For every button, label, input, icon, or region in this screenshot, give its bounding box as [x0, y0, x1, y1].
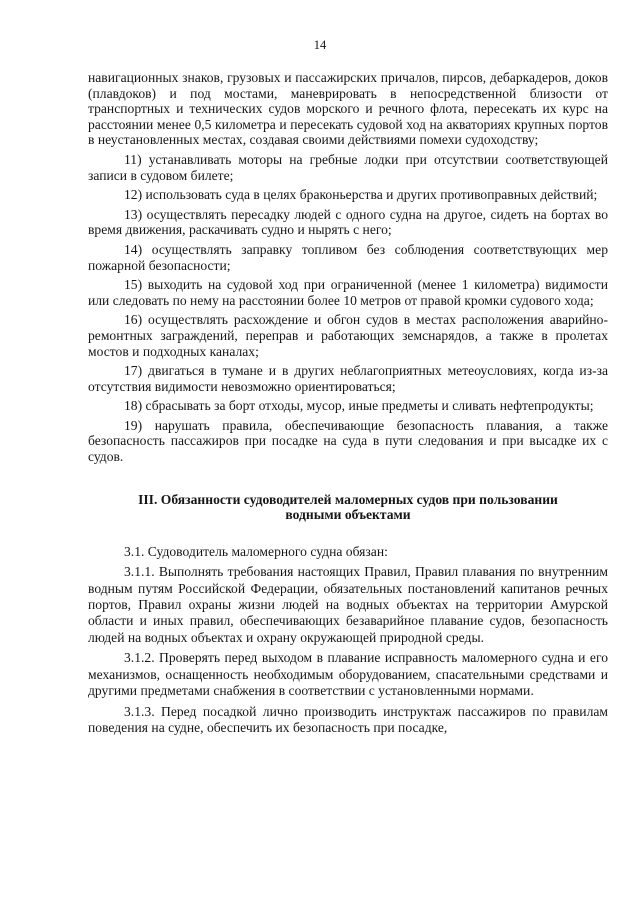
list-item-17: 17) двигаться в тумане и в других неблагоприятных метеоусловиях, когда из-за отсутствия видимости невозможно ориентироваться; [88, 363, 608, 394]
paragraph-3-1: 3.1. Судоводитель маломерного судна обязан: [124, 543, 388, 559]
page-number: 14 [313, 38, 327, 52]
list-item-18: 18) сбрасывать за борт отходы, мусор, иные предметы и сливать нефтепродукты; [124, 398, 594, 414]
paragraph-3-1-3: 3.1.3. Перед посадкой лично производить инструктаж пассажиров по правилам поведения на судне, обеспечить их безопасность при посадке, [88, 703, 608, 735]
section-heading-line-1: III. Обязанности судоводителей маломерных судов при пользовании [138, 491, 558, 507]
list-item-continuation: навигационных знаков, грузовых и пассажирских причалов, пирсов, дебаркадеров, доков (плавдоков) и под мостами, маневрировать в непосредственной близости от транспортных и технических судов морского и речного флота, пересекать их курс на расстоянии менее 0,5 километра и пересекать судовой ход на акваториях крупных портов в неустановленных местах, создавая своими действиями помехи судоходству; [88, 70, 608, 148]
list-item-12: 12) использовать суда в целях браконьерства и других противоправных действий; [124, 187, 598, 203]
list-item-14: 14) осуществлять заправку топливом без соблюдения соответствующих мер пожарной безопасности; [88, 241, 608, 273]
list-item-13: 13) осуществлять пересадку людей с одного судна на другое, сидеть на бортах во время движения, раскачивать судно и нырять с него; [88, 206, 608, 238]
list-item-11: 11) устанавливать моторы на гребные лодки при отсутствии соответствующей записи в судовом билете; [88, 151, 608, 183]
list-item-16: 16) осуществлять расхождение и обгон судов в местах расположения аварийно-ремонтных заграждений, переправ и работающих земснарядов, а также в пролетах мостов и подходных каналах; [88, 312, 608, 359]
section-heading-line-2: водными объектами [285, 507, 411, 523]
document-body [88, 70, 608, 736]
section-heading [100, 492, 596, 523]
paragraph-3-1-1: 3.1.1. Выполнять требования настоящих Правил, Правил плавания по внутренним водным путям Российской Федерации, обязательных постановлений капитанов речных портов, Правил охраны жизни людей на водных объектах на территории Амурской области и иных правил, обеспечивающих безаварийное плавание судов, безопасность людей на водных объектах и охрану окружающей природной среды. [88, 564, 608, 645]
list-item-19: 19) нарушать правила, обеспечивающие безопасность плавания, а также безопасность пассажиров при посадке на суда в пути следования и при высадке их с судов. [88, 417, 608, 465]
list-item-15: 15) выходить на судовой ход при ограниченной (менее 1 километра) видимости или следовать по нему на расстоянии более 10 метров от правой кромки судового хода; [88, 277, 608, 308]
paragraph-3-1-2: 3.1.2. Проверять перед выходом в плавание исправность маломерного судна и его механизмов, оснащенность необходимым оборудованием, спасательными средствами и другими предметами снабжения в соответствии с установленными нормами. [88, 650, 608, 699]
